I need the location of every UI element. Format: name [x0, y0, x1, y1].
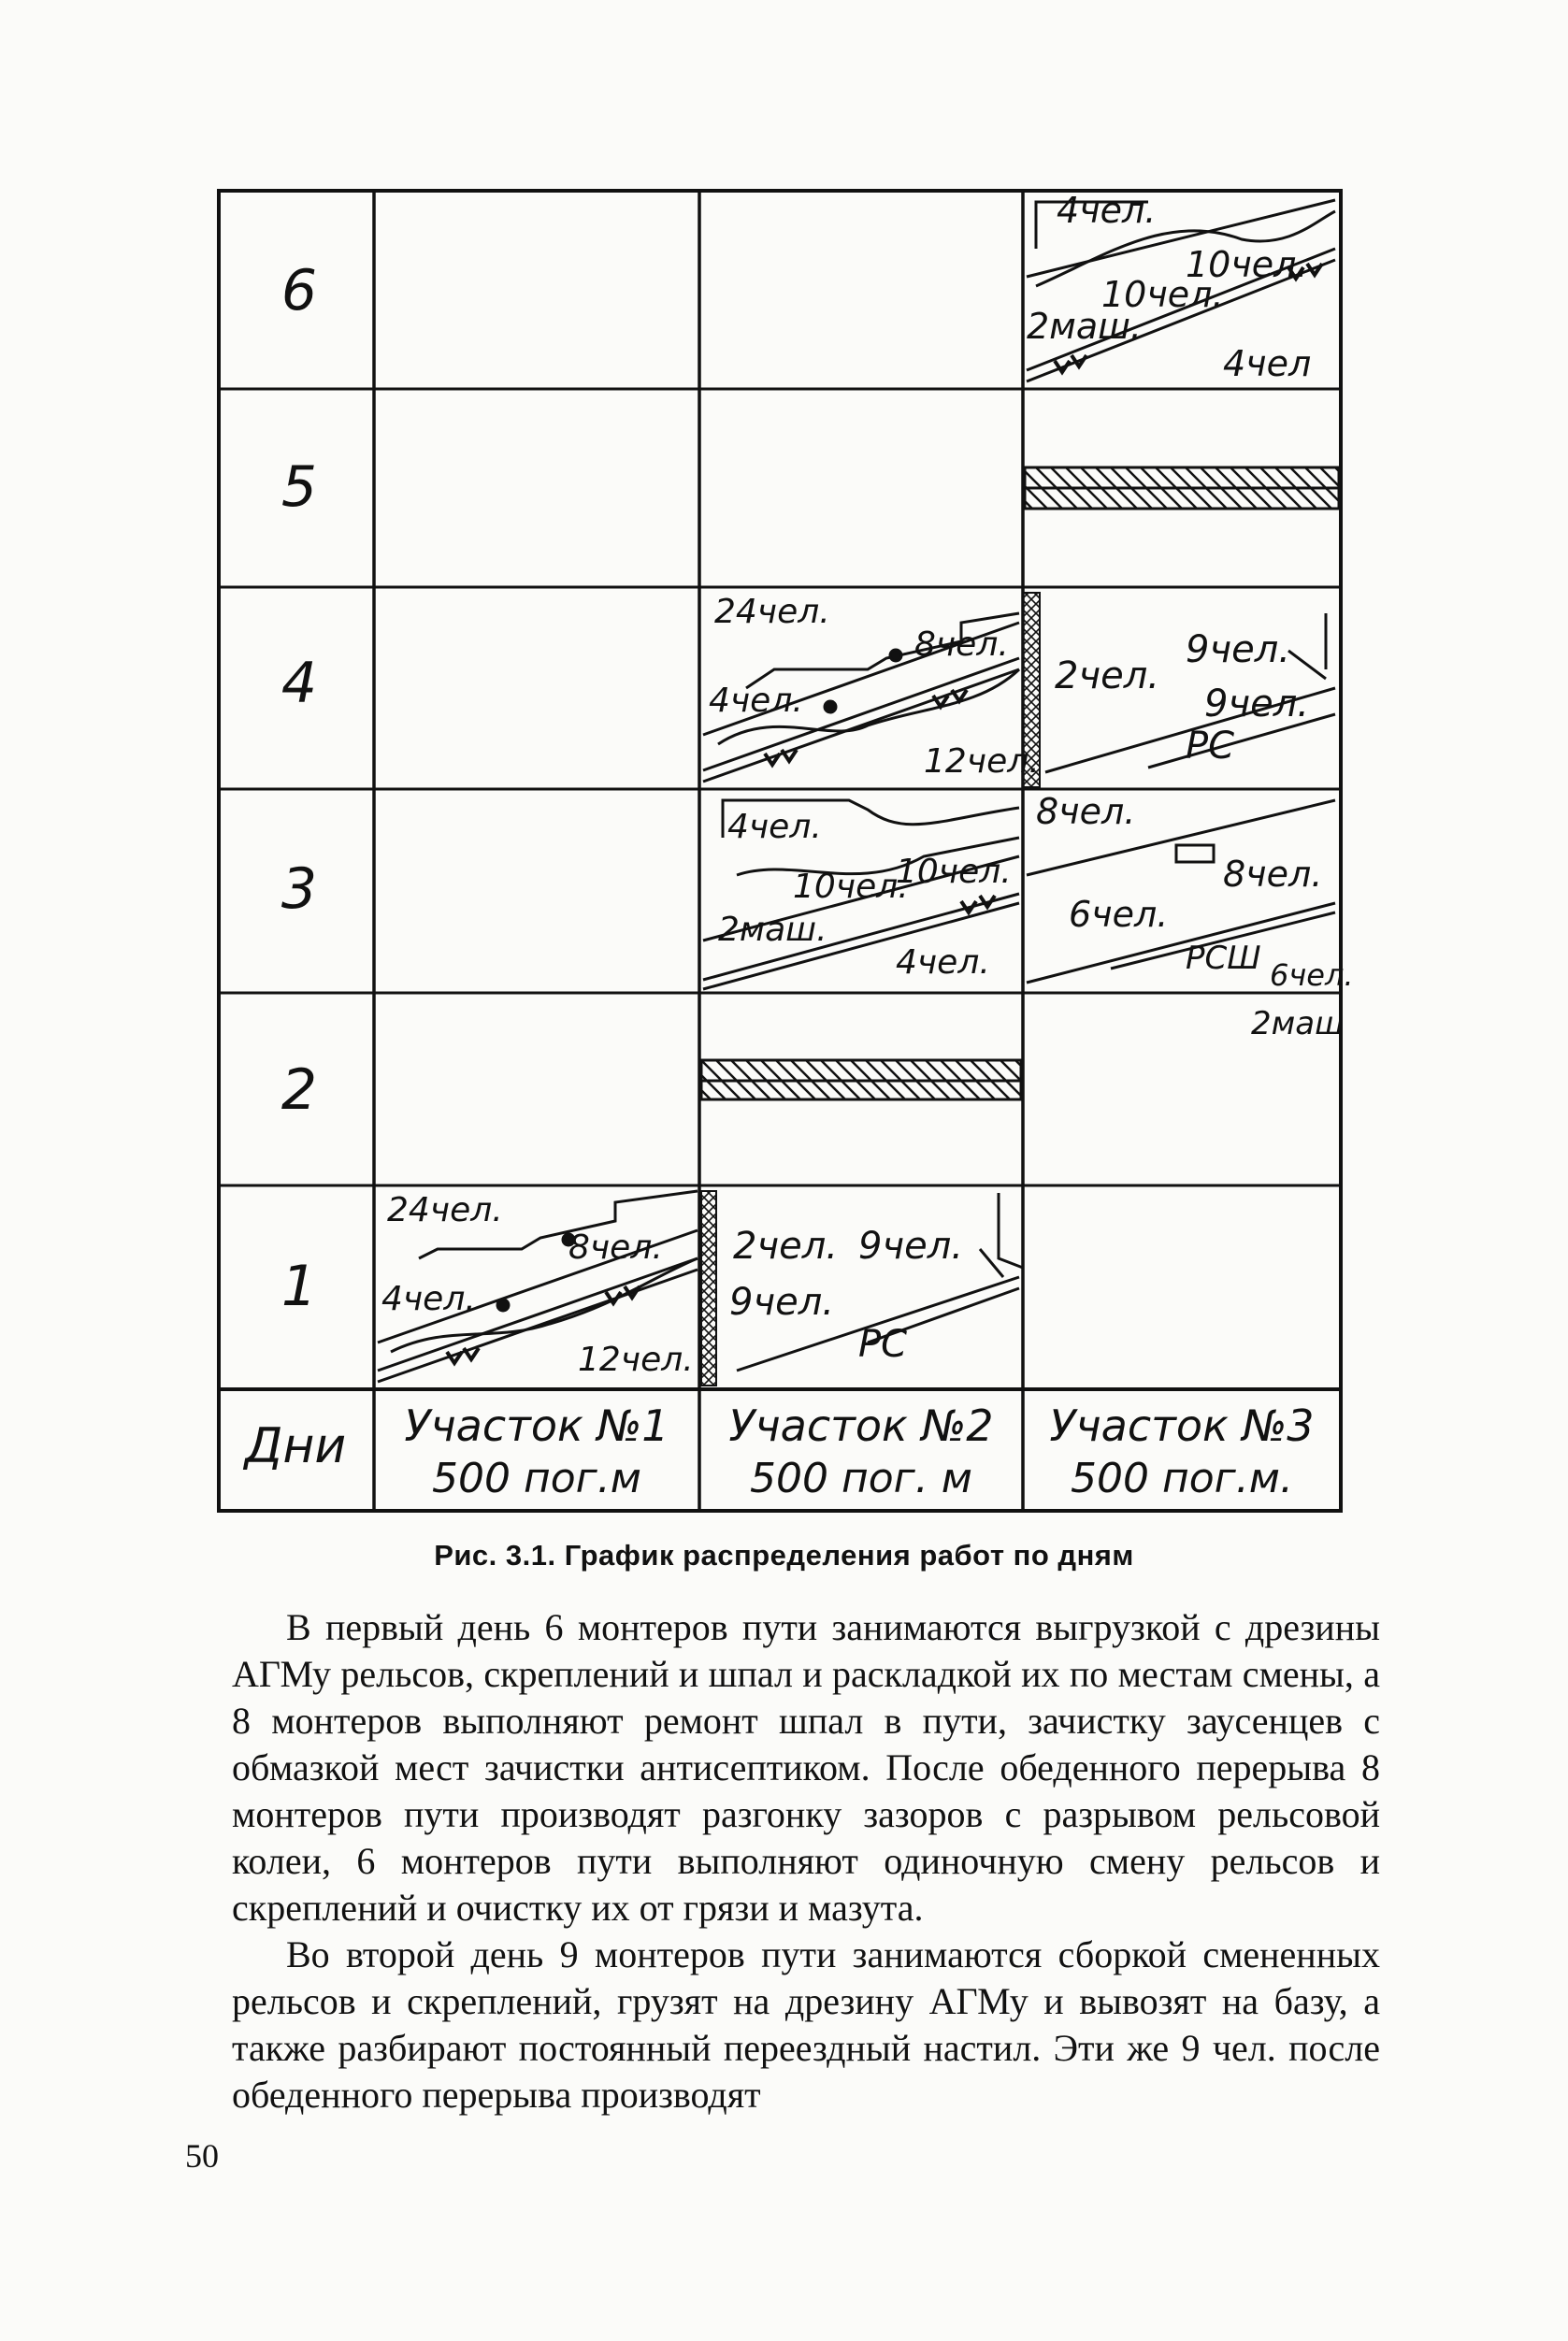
note-s3d4-a: 2чел.	[1055, 654, 1159, 697]
note-s3d6-b: 10чел.	[1186, 244, 1308, 285]
note-s3d4-b: 9чел.	[1186, 628, 1290, 671]
paragraph-1: В первый день 6 монтеров пути занимаются выгрузкой с дрезины АГМу рельсов, скреплений и шпал и раскладкой их по местам смены, а 8 монтеров выполняют ремонт шпал в пути, зачистку заусенцев с обмазкой мест зачистки антисептиком. После обеденного перерыва 8 монтеров пути производят разгонку зазоров с разрывом рельсовой колеи, 6 монтеров пути выполняют одиночную смену рельсов и скреплений и очистку их от грязи и мазута.	[232, 1606, 1380, 1929]
rest-band-s2-day2	[701, 1060, 1021, 1099]
note-s3d6-e: 4чел	[1223, 343, 1312, 384]
day-label-5: 5	[281, 454, 318, 520]
section-2-length: 500 пог. м	[750, 1455, 972, 1502]
note-s2d3-b: 10чел.	[793, 868, 909, 906]
section-2-title: Участок №2	[728, 1400, 994, 1451]
day-label-1: 1	[281, 1254, 318, 1319]
section-3-length: 500 пог.м.	[1071, 1455, 1293, 1502]
section-1-title: Участок №1	[404, 1400, 669, 1451]
note-s3d6-a: 4чел.	[1057, 190, 1157, 231]
section-3-title: Участок №3	[1049, 1400, 1315, 1451]
rest-band-s3-day5	[1025, 467, 1339, 509]
note-s3d4-d: РС	[1186, 725, 1235, 768]
page-number: 50	[185, 2137, 219, 2175]
note-s1d1-a: 24чел.	[387, 1191, 503, 1229]
note-s3d3-e: 6чел.	[1270, 957, 1354, 993]
body-text	[232, 1604, 1380, 2118]
day-label-4: 4	[281, 651, 318, 716]
note-s2d3-c: 10чел.	[896, 853, 1012, 891]
note-s1d1-d: 12чел.	[578, 1341, 694, 1379]
day-label-3: 3	[281, 856, 318, 922]
note-s2d3-e: 4чел.	[896, 943, 990, 982]
note-s3d3-f: 2маш	[1251, 1005, 1345, 1042]
note-s2d1-a: 2чел.	[733, 1225, 838, 1268]
note-s3d6-d: 2маш.	[1027, 306, 1142, 347]
work-schedule-figure	[213, 183, 1354, 1520]
fence-strip-s2-day1	[701, 1191, 716, 1386]
day-label-6: 6	[281, 258, 318, 323]
section-1-length: 500 пог.м	[432, 1455, 641, 1502]
note-s3d3-d: РСШ	[1186, 940, 1261, 977]
note-s2d4-d: 12чел.	[924, 742, 1040, 781]
paragraph-2: Во второй день 9 монтеров пути занимаются сборкой смененных рельсов и скреплений, грузят на дрезину АГМу и вывозят на базу, а также разбирают постоянный переездный настил. Эти же 9 чел. после обеденного перерыва производят	[232, 1933, 1380, 2116]
note-s3d3-c: 6чел.	[1069, 894, 1169, 935]
note-s2d1-b: 9чел.	[858, 1225, 963, 1268]
day-label-2: 2	[281, 1057, 318, 1123]
note-s3d4-c: 9чел.	[1204, 682, 1309, 725]
days-header: Дни	[244, 1418, 347, 1474]
note-s1d1-c: 4чел.	[381, 1280, 476, 1318]
note-s2d4-c: 4чел.	[709, 682, 803, 720]
note-s3d3-a: 8чел.	[1036, 791, 1136, 832]
note-s2d4-b: 8чел.	[914, 625, 1009, 664]
note-s2d3-d: 2маш.	[718, 911, 827, 949]
note-s2d4-a: 24чел.	[714, 593, 830, 631]
figure-caption: Рис. 3.1. График распределения работ по дням	[434, 1539, 1134, 1572]
note-s2d1-c: 9чел.	[729, 1281, 834, 1324]
note-s3d3-b: 8чел.	[1223, 854, 1323, 895]
note-s1d1-b: 8чел.	[568, 1228, 663, 1267]
note-s2d3-a: 4чел.	[727, 808, 822, 846]
note-s2d1-d: РС	[858, 1323, 908, 1366]
note-s3d6-c: 10чел.	[1101, 274, 1224, 315]
